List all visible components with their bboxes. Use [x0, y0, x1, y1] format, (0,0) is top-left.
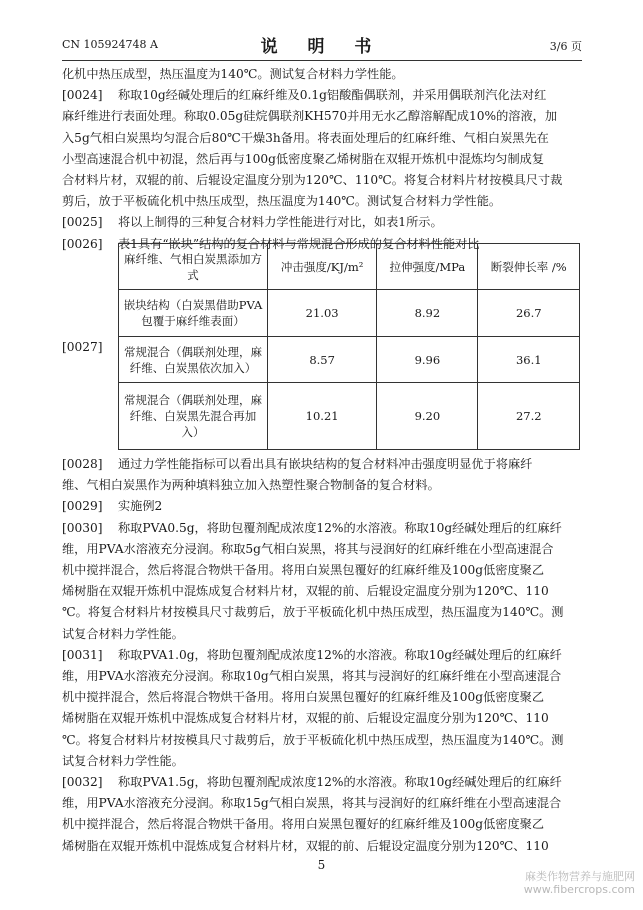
text-line [62, 171, 582, 189]
line-text: ℃。将复合材料片材按模具尺寸裁剪后，放于平板硫化机中热压成型，热压温度为140℃。测 [62, 605, 564, 620]
text-line [62, 688, 582, 706]
line-text: 合材料片材，双辊的前、后辊设定温度分别为120℃、110℃。将复合材料片材按模具尺寸裁 [62, 173, 563, 187]
text-line [62, 646, 582, 664]
line-text: 烯树脂在双辊开炼机中混炼成复合材料片材，双辊的前、后辊设定温度分别为120℃、110 [62, 711, 549, 726]
text-line [62, 540, 582, 558]
paragraph-tag: [0032] [62, 775, 103, 789]
text-line [62, 815, 582, 833]
line-text: 烯树脂在双辊开炼机中混炼成复合材料片材，双辊的前、后辊设定温度分别为120℃、110 [62, 838, 549, 853]
comparison-table [118, 243, 580, 450]
document-title: 说 明 书 [260, 37, 384, 57]
paragraph-tag: [0028] [62, 457, 103, 471]
page-number: 5 [317, 858, 326, 872]
table-cell: 10.21 [268, 383, 377, 450]
line-text: 麻纤维进行表面处理。称取0.05g硅烷偶联剂KH570并用无水乙醇溶解配成10%的溶液，加 [62, 109, 558, 124]
page-header [62, 28, 582, 58]
line-text: 称取PVA1.0g，将助包覆剂配成浓度12%的水溶液。称取10g经碱处理后的红麻纤 [118, 647, 562, 662]
paragraph-tag: [0025] [62, 215, 103, 230]
site-watermark [524, 870, 635, 896]
line-text: 将以上制得的三种复合材料力学性能进行对比，如表1所示。 [118, 215, 443, 230]
line-text: 机中搅拌混合，然后将混合物烘干备用。将用白炭黑包覆好的红麻纤维及100g低密度聚乙 [62, 690, 545, 705]
table-header-cell: 拉伸强度/MPa [377, 244, 478, 290]
table-cell: 常规混合（偶联剂处理，麻纤维、白炭黑依次加入） [119, 336, 268, 382]
line-text: 维，用PVA水溶液充分浸润。称取5g气相白炭黑，将其与浸润好的红麻纤维在小型高速混合 [62, 541, 554, 556]
text-line [62, 86, 582, 104]
text-line [62, 497, 582, 515]
page-indicator: 3/6 页 [549, 40, 582, 53]
table-cell: 27.2 [478, 383, 580, 450]
table-cell: 8.57 [268, 336, 377, 382]
paragraph-tag: [0027] [62, 340, 103, 354]
text-line [62, 192, 582, 210]
text-line [62, 65, 582, 83]
text-line [62, 603, 582, 621]
paragraph-tag: [0024] [62, 88, 103, 103]
table-header-row [119, 244, 580, 290]
text-line [62, 837, 582, 855]
line-text: 维，用PVA水溶液充分浸润。称取15g气相白炭黑，将其与浸润好的红麻纤维在小型高速混合 [62, 796, 562, 811]
line-text: 通过力学性能指标可以看出具有嵌块结构的复合材料冲击强度明显优于将麻纤 [118, 457, 533, 471]
table-cell: 8.92 [377, 290, 478, 336]
table-cell: 21.03 [268, 290, 377, 336]
table-header-cell: 冲击强度/KJ/m² [268, 244, 377, 290]
line-text: 称取10g经碱处理后的红麻纤维及0.1g铝酸酯偶联剂，并采用偶联剂汽化法对红 [118, 88, 547, 103]
line-text: 化机中热压成型，热压温度为140℃。测试复合材料力学性能。 [62, 67, 404, 81]
table-cell: 26.7 [478, 290, 580, 336]
line-text: 烯树脂在双辊开炼机中混炼成复合材料片材，双辊的前、后辊设定温度分别为120℃、110 [62, 584, 549, 599]
table-cell: 常规混合（偶联剂处理，麻纤维、白炭黑先混合再加入） [119, 383, 268, 450]
table-row [119, 336, 580, 382]
header-divider [62, 60, 582, 61]
watermark-title: 麻类作物营养与施肥网 [525, 870, 635, 883]
text-line [62, 561, 582, 579]
line-text: 试复合材料力学性能。 [62, 626, 184, 641]
line-text: 机中搅拌混合，然后将混合物烘干备用。将用白炭黑包覆好的红麻纤维及100g低密度聚乙 [62, 817, 545, 832]
text-line [62, 731, 582, 749]
line-text: 表1具有“嵌块”结构的复合材料与常规混合形成的复合材料性能对比 [118, 236, 480, 251]
text-line [62, 150, 582, 168]
line-text: 维、气相白炭黑作为两种填料独立加入热塑性聚合物制备的复合材料。 [62, 478, 440, 493]
text-line [62, 455, 582, 473]
text-line [62, 107, 582, 125]
text-line [62, 213, 582, 231]
text-line [62, 582, 582, 600]
line-text: 称取PVA1.5g，将助包覆剂配成浓度12%的水溶液。称取10g经碱处理后的红麻纤 [118, 775, 562, 789]
line-text: 入5g气相白炭黑均匀混合后80℃干燥3h备用。将表面处理后的红麻纤维、气相白炭黑先在 [62, 130, 549, 145]
line-text: 实施例2 [118, 499, 163, 514]
paragraph-tag: [0031] [62, 647, 103, 662]
line-text: 称取PVA0.5g，将助包覆剂配成浓度12%的水溶液。称取10g经碱处理后的红麻纤 [118, 520, 562, 535]
table-row [119, 290, 580, 336]
text-line [62, 519, 582, 537]
text-line [62, 794, 582, 812]
patent-number: CN 105924748 A [62, 38, 158, 51]
table-cell: 9.20 [377, 383, 478, 450]
table-cell: 嵌块结构（白炭黑借助PVA包覆于麻纤维表面） [119, 290, 268, 336]
text-line [62, 476, 582, 494]
watermark-url: www.fibercrops.com [523, 883, 635, 896]
paragraph-tag: [0029] [62, 499, 103, 514]
paragraph-tag: [0030] [62, 520, 103, 535]
text-line [62, 667, 582, 685]
table-cell: 36.1 [478, 336, 580, 382]
line-text: 维，用PVA水溶液充分浸润。称取10g气相白炭黑，将其与浸润好的红麻纤维在小型高速混合 [62, 669, 562, 683]
table-row [119, 383, 580, 450]
text-line [62, 625, 582, 643]
paragraph-tag: [0026] [62, 236, 103, 251]
text-line [62, 709, 582, 727]
line-text: 小型高速混合机中初混，然后再与100g低密度聚乙烯树脂在双辊开炼机中混炼均匀制成复 [62, 151, 545, 166]
text-line [62, 773, 582, 791]
line-text: ℃。将复合材料片材按模具尺寸裁剪后，放于平板硫化机中热压成型，热压温度为140℃。测 [62, 732, 564, 747]
table-header-cell: 断裂伸长率 /% [478, 244, 580, 290]
table-cell: 9.96 [377, 336, 478, 382]
table-header-cell: 麻纤维、气相白炭黑添加方式 [119, 244, 268, 290]
text-line [62, 752, 582, 770]
line-text: 剪后，放于平板硫化机中热压成型，热压温度为140℃。测试复合材料力学性能。 [62, 194, 502, 209]
line-text: 试复合材料力学性能。 [62, 753, 184, 768]
text-line [62, 129, 582, 147]
line-text: 机中搅拌混合，然后将混合物烘干备用。将用白炭黑包覆好的红麻纤维及100g低密度聚乙 [62, 563, 545, 577]
